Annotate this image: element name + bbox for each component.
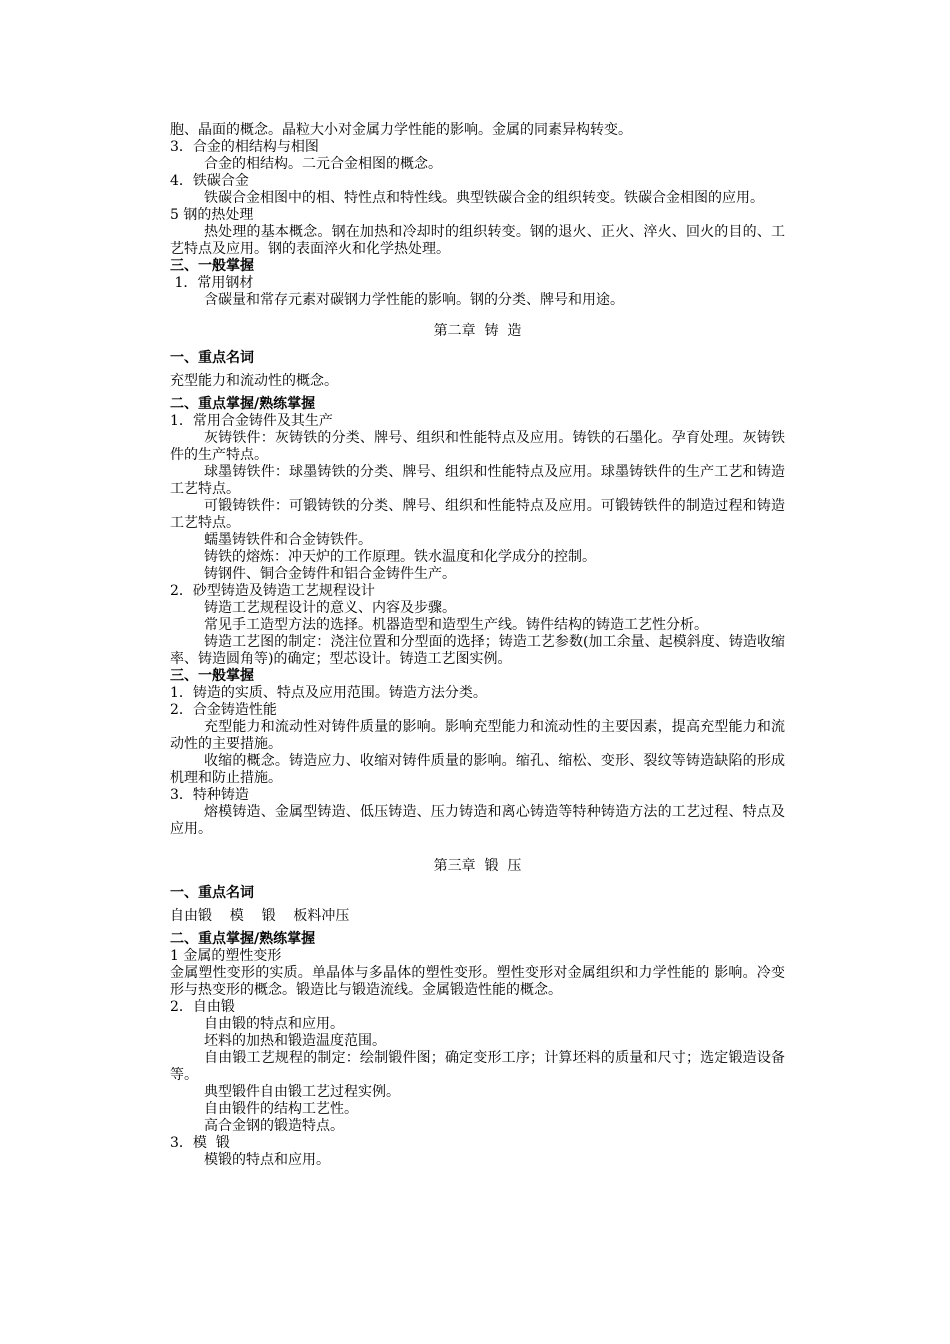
heading-general: 三、一般掌握 — [170, 668, 254, 684]
text-line: 蠕墨铸铁件和合金铸铁件。 — [204, 532, 372, 548]
section-item: 2．自由锻 — [170, 999, 235, 1015]
paragraph: 可锻铸铁件：可锻铸铁的分类、牌号、组织和性能特点及应用。可锻铸铁件的制造过程和铸造工艺特点。 — [170, 498, 785, 531]
section-item: 5 钢的热处理 — [170, 207, 254, 223]
text-line: 高合金钢的锻造特点。 — [204, 1118, 344, 1134]
section-item: 2．砂型铸造及铸造工艺规程设计 — [170, 583, 375, 599]
paragraph: 热处理的基本概念。钢在加热和冷却时的组织转变。钢的退火、正火、淬火、回火的目的、工艺特点及应用。钢的表面淬火和化学热处理。 — [170, 224, 785, 257]
text-line: 典型锻件自由锻工艺过程实例。 — [204, 1084, 400, 1100]
key-terms: 自由锻 模 锻 板料冲压 — [170, 908, 350, 924]
paragraph: 铸造工艺图的制定：浇注位置和分型面的选择；铸造工艺参数(加工余量、起模斜度、铸造收缩率、铸造圆角等)的确定；型芯设计。铸造工艺图实例。 — [170, 634, 785, 667]
heading-key-terms: 一、重点名词 — [170, 350, 254, 366]
section-item: 1 金属的塑性变形 — [170, 948, 282, 964]
heading-key-terms: 一、重点名词 — [170, 885, 254, 901]
heading-general: 三、一般掌握 — [170, 258, 254, 274]
text-line: 常见手工造型方法的选择。机器造型和造型生产线。铸件结构的铸造工艺性分析。 — [204, 617, 708, 633]
text-line: 含碳量和常存元素对碳钢力学性能的影响。钢的分类、牌号和用途。 — [204, 292, 624, 308]
paragraph: 充型能力和流动性对铸件质量的影响。影响充型能力和流动性的主要因素，提高充型能力和流动性的主要措施。 — [170, 719, 785, 752]
section-item: 3．模 锻 — [170, 1135, 230, 1151]
text-line: 铸铁的熔炼：冲天炉的工作原理。铁水温度和化学成分的控制。 — [204, 549, 596, 565]
section-item: 1．常用合金铸件及其生产 — [170, 413, 333, 429]
section-item: 3．合金的相结构与相图 — [170, 139, 319, 155]
text-line: 自由锻的特点和应用。 — [204, 1016, 344, 1032]
section-item: 3．特种铸造 — [170, 787, 249, 803]
text-line: 胞、晶面的概念。晶粒大小对金属力学性能的影响。金属的同素异构转变。 — [170, 122, 632, 138]
paragraph: 自由锻工艺规程的制定：绘制锻件图；确定变形工序；计算坯料的质量和尺寸；选定锻造设备等。 — [170, 1050, 785, 1083]
paragraph: 收缩的概念。铸造应力、收缩对铸件质量的影响。缩孔、缩松、变形、裂纹等铸造缺陷的形成机理和防止措施。 — [170, 753, 785, 786]
text-line: 合金的相结构。二元合金相图的概念。 — [204, 156, 442, 172]
chapter-title: 第三章 锻 压 — [433, 858, 522, 874]
key-terms: 充型能力和流动性的概念。 — [170, 373, 338, 389]
text-line: 铸造工艺规程设计的意义、内容及步骤。 — [204, 600, 456, 616]
paragraph: 球墨铸铁件：球墨铸铁的分类、牌号、组织和性能特点及应用。球墨铸铁件的生产工艺和铸造工艺特点。 — [170, 464, 785, 497]
chapter-title: 第二章 铸 造 — [433, 323, 522, 339]
section-item: 2．合金铸造性能 — [170, 702, 277, 718]
section-item: 1．铸造的实质、特点及应用范围。铸造方法分类。 — [170, 685, 487, 701]
section-item: 4．铁碳合金 — [170, 173, 249, 189]
paragraph: 熔模铸造、金属型铸造、低压铸造、压力铸造和离心铸造等特种铸造方法的工艺过程、特点及应用。 — [170, 804, 785, 837]
heading-key-mastery: 二、重点掌握/熟练掌握 — [170, 396, 316, 412]
paragraph: 金属塑性变形的实质。单晶体与多晶体的塑性变形。塑性变形对金属组织和力学性能的 影响。冷变形与热变形的概念。锻造比与锻造流线。金属锻造性能的概念。 — [170, 965, 785, 998]
text-line: 自由锻件的结构工艺性。 — [204, 1101, 358, 1117]
heading-key-mastery: 二、重点掌握/熟练掌握 — [170, 931, 316, 947]
document-page — [170, 122, 785, 1169]
paragraph: 灰铸铁件：灰铸铁的分类、牌号、组织和性能特点及应用。铸铁的石墨化。孕育处理。灰铸铁件的生产特点。 — [170, 430, 785, 463]
paragraph: 铁碳合金相图中的相、特性点和特性线。典型铁碳合金的组织转变。铁碳合金相图的应用。 — [204, 190, 764, 206]
text-line: 坯料的加热和锻造温度范围。 — [204, 1033, 386, 1049]
section-item: 1．常用钢材 — [170, 275, 254, 291]
text-line: 铸钢件、铜合金铸件和铝合金铸件生产。 — [204, 566, 456, 582]
text-line: 模锻的特点和应用。 — [204, 1152, 330, 1168]
